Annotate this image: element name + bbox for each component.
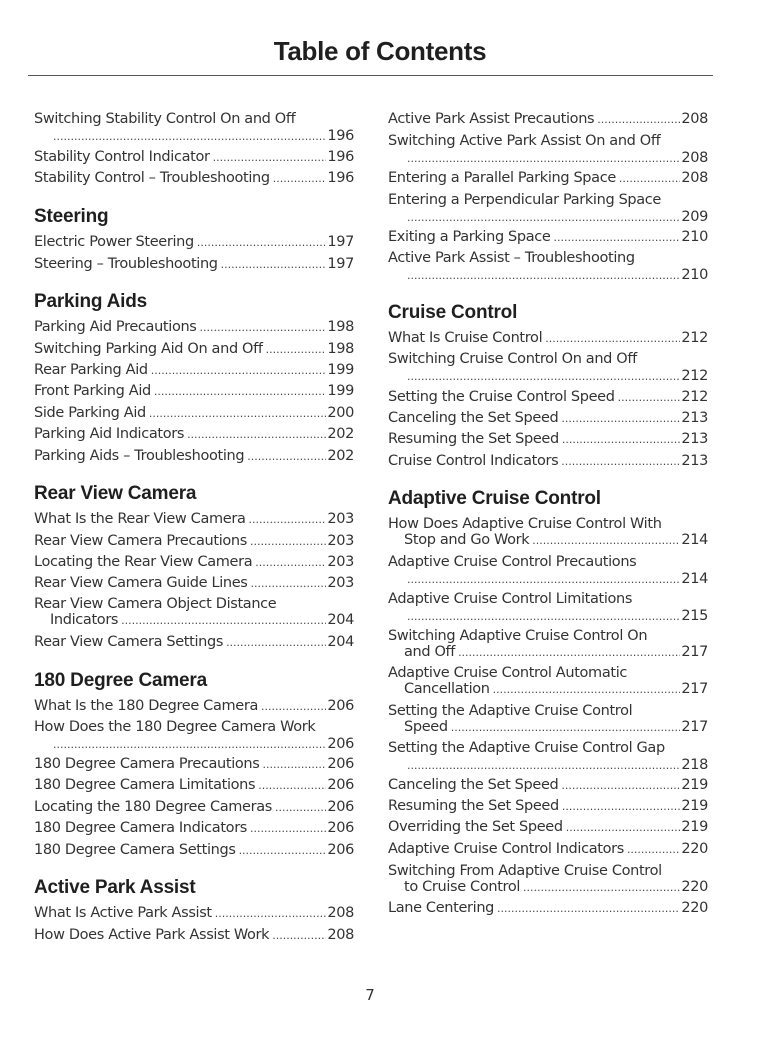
toc-entry[interactable] [388, 777, 708, 794]
toc-entry-label: Front Parking Aid [34, 383, 151, 399]
toc-entry-label: Adaptive Cruise Control Precautions [388, 554, 637, 570]
toc-entry-label-cont: and Off [404, 644, 456, 660]
toc-entry-label: Side Parking Aid [34, 405, 146, 421]
toc-entry[interactable] [34, 405, 354, 422]
toc-entry-page: 206 [327, 777, 354, 793]
toc-entry-page: 213 [681, 431, 708, 447]
dot-leader [523, 880, 680, 896]
dot-leader [215, 906, 327, 922]
toc-entry-label: Canceling the Set Speed [388, 777, 559, 793]
toc-entry-label: Exiting a Parking Space [388, 229, 551, 245]
toc-entry[interactable] [388, 351, 708, 385]
toc-entry-page: 210 [681, 229, 708, 245]
toc-entry-label-cont: Speed [404, 719, 448, 735]
dot-leader [154, 384, 327, 400]
toc-entry-label: Switching Parking Aid On and Off [34, 341, 263, 357]
dot-leader [566, 820, 681, 836]
toc-entry-page: 202 [327, 448, 354, 464]
toc-entry[interactable] [388, 170, 708, 187]
dot-leader [497, 901, 680, 917]
toc-entry-page: 210 [681, 267, 708, 283]
toc-entry-label: What Is the 180 Degree Camera [34, 698, 258, 714]
toc-entry[interactable] [388, 798, 708, 815]
toc-entry-page: 220 [681, 900, 708, 916]
toc-entry-label: Switching Cruise Control On and Off [388, 351, 637, 367]
toc-entry[interactable] [34, 698, 354, 715]
toc-entry-page: 204 [327, 612, 354, 628]
dot-leader [226, 635, 326, 651]
toc-entry[interactable] [34, 362, 354, 379]
dot-leader [407, 210, 680, 226]
toc-entry-label: What Is Cruise Control [388, 330, 543, 346]
dot-leader [121, 613, 326, 629]
toc-entry-label: Entering a Perpendicular Parking Space [388, 192, 662, 208]
toc-entry-label: Active Park Assist Precautions [388, 111, 595, 127]
toc-entry-page: 206 [327, 756, 354, 772]
toc-entry[interactable] [388, 431, 708, 448]
title-divider [28, 75, 713, 76]
dot-leader [532, 533, 680, 549]
toc-entry-page: 217 [681, 644, 708, 660]
toc-entry[interactable] [388, 900, 708, 917]
toc-entry[interactable] [388, 863, 708, 896]
dot-leader [562, 799, 681, 815]
toc-entry[interactable] [34, 170, 354, 187]
toc-entry-page: 197 [327, 234, 354, 250]
toc-entry-label: Stability Control – Troubleshooting [34, 170, 270, 186]
toc-entry-page: 196 [327, 149, 354, 165]
page-number: 7 [365, 986, 375, 1004]
toc-entry[interactable] [388, 665, 708, 698]
dot-leader [561, 778, 680, 794]
toc-entry-label: Resuming the Set Speed [388, 798, 559, 814]
toc-entry-page: 208 [681, 111, 708, 127]
dot-leader [407, 609, 680, 625]
toc-entry-page: 203 [327, 554, 354, 570]
toc-entry[interactable] [34, 634, 354, 651]
dot-leader [255, 555, 326, 571]
toc-entry[interactable] [34, 426, 354, 443]
toc-entry[interactable] [388, 330, 708, 347]
toc-entry-page: 217 [681, 719, 708, 735]
toc-entry[interactable] [388, 628, 708, 661]
toc-entry-label: 180 Degree Camera Settings [34, 842, 236, 858]
toc-entry-label: Steering – Troubleshooting [34, 256, 218, 272]
toc-entry-page: 196 [327, 170, 354, 186]
toc-entry-page: 213 [681, 410, 708, 426]
dot-leader [221, 257, 327, 273]
toc-entry[interactable] [388, 841, 708, 858]
toc-entry-label: Parking Aids – Troubleshooting [34, 448, 245, 464]
toc-entry-label: Entering a Parallel Parking Space [388, 170, 616, 186]
toc-entry-label: Switching From Adaptive Cruise Control [388, 863, 662, 879]
dot-leader [213, 150, 327, 166]
toc-entry-page: 200 [327, 405, 354, 421]
dot-leader [619, 171, 680, 187]
toc-entry-page: 206 [327, 736, 354, 752]
dot-leader [597, 112, 680, 128]
toc-entry-label: Rear View Camera Settings [34, 634, 224, 650]
toc-entry[interactable] [388, 389, 708, 406]
toc-entry-label: Active Park Assist – Troubleshooting [388, 250, 635, 266]
toc-entry-label: How Does the 180 Degree Camera Work [34, 719, 316, 735]
dot-leader [197, 235, 327, 251]
dot-leader [407, 369, 680, 385]
toc-entry-page: 203 [327, 533, 354, 549]
dot-leader [239, 843, 327, 859]
toc-entry[interactable] [388, 410, 708, 427]
toc-entry[interactable] [34, 799, 354, 816]
toc-entry[interactable] [34, 575, 354, 592]
toc-entry[interactable] [34, 256, 354, 273]
toc-entry-label: Parking Aid Precautions [34, 319, 197, 335]
toc-entry-label: Locating the 180 Degree Cameras [34, 799, 272, 815]
dot-leader [250, 821, 326, 837]
toc-entry-page: 198 [327, 319, 354, 335]
toc-entry[interactable] [34, 234, 354, 251]
toc-entry-page: 215 [681, 608, 708, 624]
toc-entry[interactable] [388, 554, 708, 588]
toc-entry-page: 206 [327, 799, 354, 815]
toc-entry-page: 212 [681, 389, 708, 405]
dot-leader [545, 331, 680, 347]
toc-entry[interactable] [388, 516, 708, 549]
section-heading-rear-view-camera: Rear View Camera [34, 483, 197, 504]
toc-entry[interactable] [34, 756, 354, 773]
toc-entry-label: Parking Aid Indicators [34, 426, 185, 442]
toc-entry-label-cont: Cancellation [404, 681, 490, 697]
dot-leader [266, 342, 327, 358]
dot-leader [273, 171, 327, 187]
section-heading-parking-aids: Parking Aids [34, 291, 148, 312]
toc-entry[interactable] [34, 149, 354, 166]
toc-entry[interactable] [34, 319, 354, 336]
toc-entry-page: 197 [327, 256, 354, 272]
toc-entry-label: How Does Adaptive Cruise Control With [388, 516, 662, 532]
toc-entry[interactable] [34, 596, 354, 629]
toc-entry[interactable] [388, 250, 708, 284]
toc-entry[interactable] [34, 777, 354, 794]
dot-leader [562, 432, 681, 448]
toc-entry[interactable] [34, 111, 354, 145]
toc-entry[interactable] [34, 554, 354, 571]
dot-leader [493, 682, 681, 698]
dot-leader [554, 230, 681, 246]
toc-entry-page: 206 [327, 820, 354, 836]
toc-entry-label: Rear View Camera Precautions [34, 533, 247, 549]
toc-entry-page: 214 [681, 532, 708, 548]
toc-entry-page: 198 [327, 341, 354, 357]
dot-leader [248, 512, 326, 528]
dot-leader [627, 842, 680, 858]
toc-entry-page: 202 [327, 426, 354, 442]
dot-leader [53, 737, 326, 753]
toc-entry-page: 212 [681, 330, 708, 346]
toc-entry[interactable] [34, 820, 354, 837]
toc-entry-page: 219 [681, 819, 708, 835]
toc-entry-page: 206 [327, 842, 354, 858]
toc-entry-label: Electric Power Steering [34, 234, 194, 250]
toc-entry-page: 199 [327, 362, 354, 378]
toc-entry-page: 209 [681, 209, 708, 225]
dot-leader [261, 699, 326, 715]
toc-entry[interactable] [34, 905, 354, 922]
toc-entry[interactable] [34, 511, 354, 528]
toc-entry-label: Rear View Camera Guide Lines [34, 575, 248, 591]
toc-entry-label-cont: Stop and Go Work [404, 532, 530, 548]
dot-leader [187, 427, 326, 443]
toc-entry[interactable] [388, 229, 708, 246]
toc-entry-page: 206 [327, 698, 354, 714]
toc-entry[interactable] [388, 453, 708, 470]
dot-leader [151, 363, 327, 379]
toc-entry[interactable] [34, 341, 354, 358]
dot-leader [53, 129, 326, 145]
toc-entry-page: 204 [327, 634, 354, 650]
section-heading-active-park-assist: Active Park Assist [34, 877, 196, 898]
toc-entry-page: 208 [681, 150, 708, 166]
toc-entry-label: Resuming the Set Speed [388, 431, 559, 447]
toc-entry-label: Overriding the Set Speed [388, 819, 563, 835]
toc-entry-label: Locating the Rear View Camera [34, 554, 253, 570]
section-heading-180-degree-camera: 180 Degree Camera [34, 670, 207, 691]
dot-leader [251, 576, 327, 592]
toc-entry[interactable] [388, 133, 708, 167]
page-title: Table of Contents [273, 36, 487, 66]
toc-entry-label: Adaptive Cruise Control Limitations [388, 591, 633, 607]
toc-entry-page: 214 [681, 571, 708, 587]
toc-entry-label: How Does Active Park Assist Work [34, 927, 270, 943]
toc-entry-label: Setting the Adaptive Cruise Control Gap [388, 740, 665, 756]
toc-entry[interactable] [388, 591, 708, 625]
toc-entry-label: 180 Degree Camera Precautions [34, 756, 260, 772]
dot-leader [458, 645, 680, 661]
toc-entry-label: Rear View Camera Object Distance [34, 596, 277, 612]
dot-leader [149, 406, 326, 422]
toc-entry-label: What Is Active Park Assist [34, 905, 212, 921]
toc-entry-page: 196 [327, 128, 354, 144]
toc-entry-page: 212 [681, 368, 708, 384]
toc-entry[interactable] [34, 533, 354, 550]
toc-entry[interactable] [388, 819, 708, 836]
toc-entry-page: 219 [681, 777, 708, 793]
toc-entry[interactable] [34, 448, 354, 465]
toc-entry[interactable] [34, 383, 354, 400]
toc-entry-page: 218 [681, 757, 708, 773]
toc-entry-label: Lane Centering [388, 900, 495, 916]
section-heading-steering: Steering [34, 206, 109, 227]
toc-entry-page: 220 [681, 841, 708, 857]
dot-leader [451, 720, 681, 736]
toc-entry[interactable] [388, 703, 708, 736]
dot-leader [200, 320, 327, 336]
toc-entry-label: Adaptive Cruise Control Indicators [388, 841, 624, 857]
toc-entry-label: Setting the Cruise Control Speed [388, 389, 615, 405]
toc-entry-page: 203 [327, 575, 354, 591]
dot-leader [258, 778, 326, 794]
toc-entry[interactable] [388, 111, 708, 128]
toc-entry[interactable] [388, 740, 708, 774]
dot-leader [247, 449, 326, 465]
toc-entry-label: Stability Control Indicator [34, 149, 210, 165]
dot-leader [272, 928, 326, 944]
toc-entry-label: Adaptive Cruise Control Automatic [388, 665, 628, 681]
toc-entry-page: 203 [327, 511, 354, 527]
dot-leader [250, 534, 326, 550]
toc-entry-page: 208 [327, 905, 354, 921]
toc-entry[interactable] [388, 192, 708, 226]
dot-leader [407, 268, 680, 284]
toc-entry-page: 220 [681, 879, 708, 895]
toc-entry-page: 213 [681, 453, 708, 469]
toc-entry-label: Cruise Control Indicators [388, 453, 559, 469]
toc-entry-page: 208 [327, 927, 354, 943]
toc-entry-label: Canceling the Set Speed [388, 410, 559, 426]
toc-entry-label: What Is the Rear View Camera [34, 511, 246, 527]
dot-leader [407, 572, 680, 588]
toc-entry-page: 208 [681, 170, 708, 186]
toc-entry-label: Setting the Adaptive Cruise Control [388, 703, 633, 719]
toc-entry-label: Rear Parking Aid [34, 362, 148, 378]
toc-entry-label: 180 Degree Camera Indicators [34, 820, 248, 836]
toc-entry-label: Switching Adaptive Cruise Control On [388, 628, 648, 644]
dot-leader [561, 411, 680, 427]
dot-leader [618, 390, 681, 406]
toc-entry-label-cont: to Cruise Control [404, 879, 521, 895]
toc-entry-label: Switching Active Park Assist On and Off [388, 133, 661, 149]
toc-entry[interactable] [34, 719, 354, 753]
toc-entry[interactable] [34, 842, 354, 859]
toc-entry-page: 199 [327, 383, 354, 399]
toc-entry-page: 219 [681, 798, 708, 814]
dot-leader [262, 757, 326, 773]
section-heading-adaptive-cruise-control: Adaptive Cruise Control [388, 488, 601, 509]
dot-leader [561, 454, 680, 470]
toc-entry[interactable] [34, 927, 354, 944]
toc-entry-label: Switching Stability Control On and Off [34, 111, 296, 127]
dot-leader [407, 151, 680, 167]
toc-entry-label-cont: Indicators [50, 612, 119, 628]
dot-leader [407, 758, 680, 774]
dot-leader [275, 800, 326, 816]
toc-entry-label: 180 Degree Camera Limitations [34, 777, 256, 793]
section-heading-cruise-control: Cruise Control [388, 302, 518, 323]
toc-entry-page: 217 [681, 681, 708, 697]
